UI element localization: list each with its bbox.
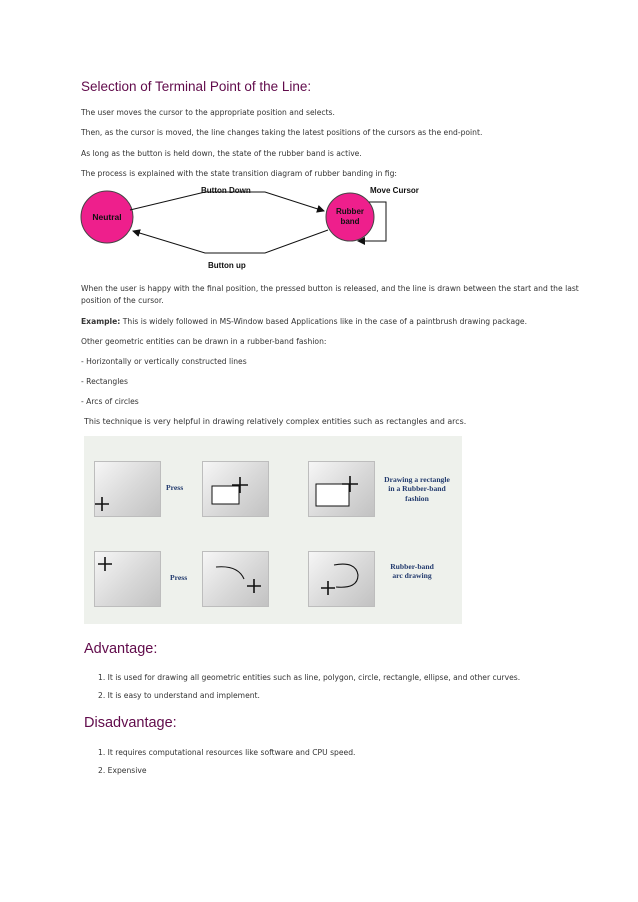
advantage-item: 1. It is used for drawing all geometric entities such as line, polygon, circle, rectangle, ellipse, and other curves. <box>98 673 521 682</box>
neutral-label: Neutral <box>92 212 122 222</box>
example-label: Example: <box>81 317 121 326</box>
caption-arc-line2: arc drawing <box>392 571 432 581</box>
paragraph-other-entities: Other geometric entities can be drawn in a rubber-band fashion: <box>81 337 327 346</box>
arc-drawing-icon <box>202 551 268 606</box>
example-text: This is widely followed in MS-Window based Applications like in the case of a paintbrush drawing package. <box>120 317 528 326</box>
caption-rectangle-line1: Drawing a rectangle <box>384 475 450 484</box>
list-item: - Arcs of circles <box>81 397 139 406</box>
paragraph-cursor-moved: Then, as the cursor is moved, the line changes taking the latest positions of the cursors as the end-point. <box>81 128 483 137</box>
disadvantage-heading: Disadvantage: <box>84 715 177 731</box>
paragraph-select: The user moves the cursor to the appropriate position and selects. <box>81 108 335 117</box>
move-cursor-label: Move Cursor <box>370 186 419 195</box>
button-up-label: Button up <box>208 261 246 270</box>
crosshair-cursor-icon <box>94 496 110 512</box>
rubber-label-line2: band <box>340 217 360 226</box>
list-item: - Rectangles <box>81 377 128 386</box>
advantage-heading: Advantage: <box>84 641 158 657</box>
press-label: Press <box>166 483 184 492</box>
disadvantage-item: 1. It requires computational resources like software and CPU speed. <box>98 748 356 757</box>
caption-rectangle <box>372 475 462 503</box>
caption-rectangle-line2: in a Rubber-band <box>388 484 446 494</box>
disadvantage-item: 2. Expensive <box>98 766 147 775</box>
button-up-arrow <box>133 230 328 253</box>
rectangle-drawing-icon <box>202 461 268 516</box>
advantage-item: 2. It is easy to understand and implement. <box>98 691 260 700</box>
paragraph-button-held: As long as the button is held down, the state of the rubber band is active. <box>81 149 362 158</box>
caption-arc <box>376 562 448 581</box>
arc-drawn-icon <box>308 551 374 606</box>
paragraph-process: The process is explained with the state transition diagram of rubber banding in fig: <box>81 169 397 178</box>
rubber-label-line1: Rubber <box>336 207 364 216</box>
paragraph-release-line1: When the user is happy with the final position, the pressed button is released, and the line is drawn between the start and the last <box>81 284 579 293</box>
list-item: - Horizontally or vertically constructed lines <box>81 357 247 366</box>
button-down-label: Button Down <box>201 186 251 195</box>
paragraph-release-line2: position of the cursor. <box>81 296 164 305</box>
press-label: Press <box>170 573 188 582</box>
caption-rectangle-line3: fashion <box>405 493 429 503</box>
caption-arc-line1: Rubber-band <box>390 562 434 571</box>
section-title: Selection of Terminal Point of the Line: <box>81 79 312 94</box>
example-paragraph <box>81 317 527 326</box>
rectangle-drawn-icon <box>308 461 374 516</box>
crosshair-cursor-icon <box>97 556 113 572</box>
paragraph-technique: This technique is very helpful in drawing relatively complex entities such as rectangles and arcs. <box>84 417 467 426</box>
